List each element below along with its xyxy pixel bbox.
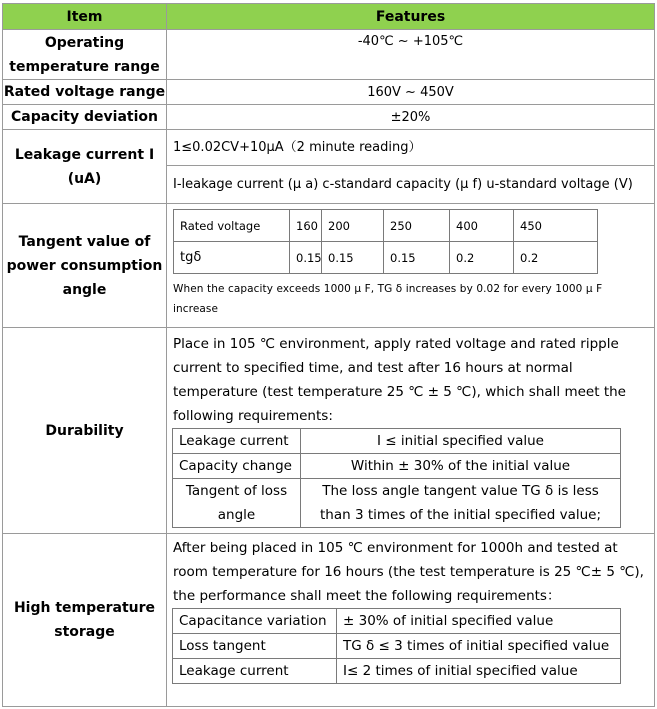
- high-temp-intro: After being placed in 105 ℃ environment for 1000h and tested at room temperature for 16 hours (the test temperature is 25 ℃± 5 ℃), the performance shall meet the following requirements：: [173, 540, 644, 604]
- row-operating-temperature: [3, 30, 655, 80]
- tangent-note: When the capacity exceeds 1000 μ F, TG δ increases by 0.02 for every 1000 μ F increase: [173, 283, 603, 315]
- value-tangent-value: [167, 204, 655, 328]
- high-temp-row: [173, 634, 621, 659]
- durability-row: [173, 454, 621, 479]
- header-features: Features: [167, 4, 655, 30]
- tangent-tg-cell: 0.15: [322, 242, 384, 274]
- durability-row-value: Within ± 30% of the initial value: [301, 454, 621, 479]
- durability-row: [173, 479, 621, 528]
- tangent-tg-label: tgδ: [174, 242, 290, 274]
- item-tangent-value: Tangent value of power consumption angle: [3, 204, 167, 328]
- spec-table: [2, 3, 655, 707]
- tangent-tg-row: [174, 242, 598, 274]
- item-leakage-current: Leakage current I (uA): [3, 130, 167, 204]
- tangent-voltage-cell: 400: [450, 210, 514, 242]
- value-rated-voltage: 160V ~ 450V: [167, 80, 655, 105]
- item-high-temperature-storage: High temperature storage: [3, 534, 167, 707]
- row-tangent-value: [3, 204, 655, 328]
- durability-row-value: I ≤ initial specified value: [301, 429, 621, 454]
- tangent-voltage-cell: 200: [322, 210, 384, 242]
- high-temp-row-label: Leakage current: [173, 659, 337, 684]
- high-temp-row-value: I≤ 2 times of initial specified value: [337, 659, 621, 684]
- tangent-voltage-label: Rated voltage: [174, 210, 290, 242]
- row-high-temperature-storage: [3, 534, 655, 707]
- high-temp-row-label: Loss tangent: [173, 634, 337, 659]
- high-temp-row: [173, 659, 621, 684]
- durability-row-label: Leakage current: [173, 429, 301, 454]
- high-temp-table: [172, 608, 621, 684]
- leakage-formula: 1≤0.02CV+10μA（2 minute reading）: [167, 130, 654, 166]
- tangent-tg-cell: 0.2: [450, 242, 514, 274]
- value-leakage-current: [167, 130, 655, 204]
- header-row: [3, 4, 655, 30]
- tangent-tg-cell: 0.2: [514, 242, 598, 274]
- tangent-voltage-cell: 250: [384, 210, 450, 242]
- value-high-temperature-storage: [167, 534, 655, 707]
- durability-intro: Place in 105 ℃ environment, apply rated voltage and rated ripple current to specified time, and test after 16 hours at normal temperature (test temperature 25 ℃ ± 5 ℃), which shall meet the following requirements:: [173, 336, 626, 424]
- durability-row-label: Capacity change: [173, 454, 301, 479]
- tangent-voltage-cell: 160: [290, 210, 322, 242]
- row-leakage-current: [3, 130, 655, 204]
- high-temp-row-label: Capacitance variation: [173, 609, 337, 634]
- value-capacity-deviation: ±20%: [167, 105, 655, 130]
- value-durability: [167, 328, 655, 534]
- item-operating-temperature: Operating temperature range: [3, 30, 167, 80]
- item-capacity-deviation: Capacity deviation: [3, 105, 167, 130]
- row-capacity-deviation: [3, 105, 655, 130]
- row-rated-voltage: [3, 80, 655, 105]
- item-rated-voltage: Rated voltage range: [3, 80, 167, 105]
- tangent-voltage-cell: 450: [514, 210, 598, 242]
- leakage-legend: I-leakage current (μ a) c-standard capacity (μ f) u-standard voltage (V): [173, 177, 633, 192]
- high-temp-row-value: TG δ ≤ 3 times of initial specified value: [337, 634, 621, 659]
- tangent-tg-cell: 0.15: [384, 242, 450, 274]
- tangent-tg-cell: 0.15: [290, 242, 322, 274]
- tangent-voltage-row: [174, 210, 598, 242]
- durability-table: [172, 428, 621, 528]
- high-temp-row-value: ± 30% of initial specified value: [337, 609, 621, 634]
- tangent-table: [173, 209, 598, 274]
- durability-row-value: The loss angle tangent value TG δ is less than 3 times of the initial specified value;: [301, 479, 621, 528]
- header-item: Item: [3, 4, 167, 30]
- durability-row-label: Tangent of loss angle: [173, 479, 301, 528]
- durability-row: [173, 429, 621, 454]
- row-durability: [3, 328, 655, 534]
- item-durability: Durability: [3, 328, 167, 534]
- high-temp-row: [173, 609, 621, 634]
- value-operating-temperature: -40℃ ~ +105℃: [167, 30, 655, 80]
